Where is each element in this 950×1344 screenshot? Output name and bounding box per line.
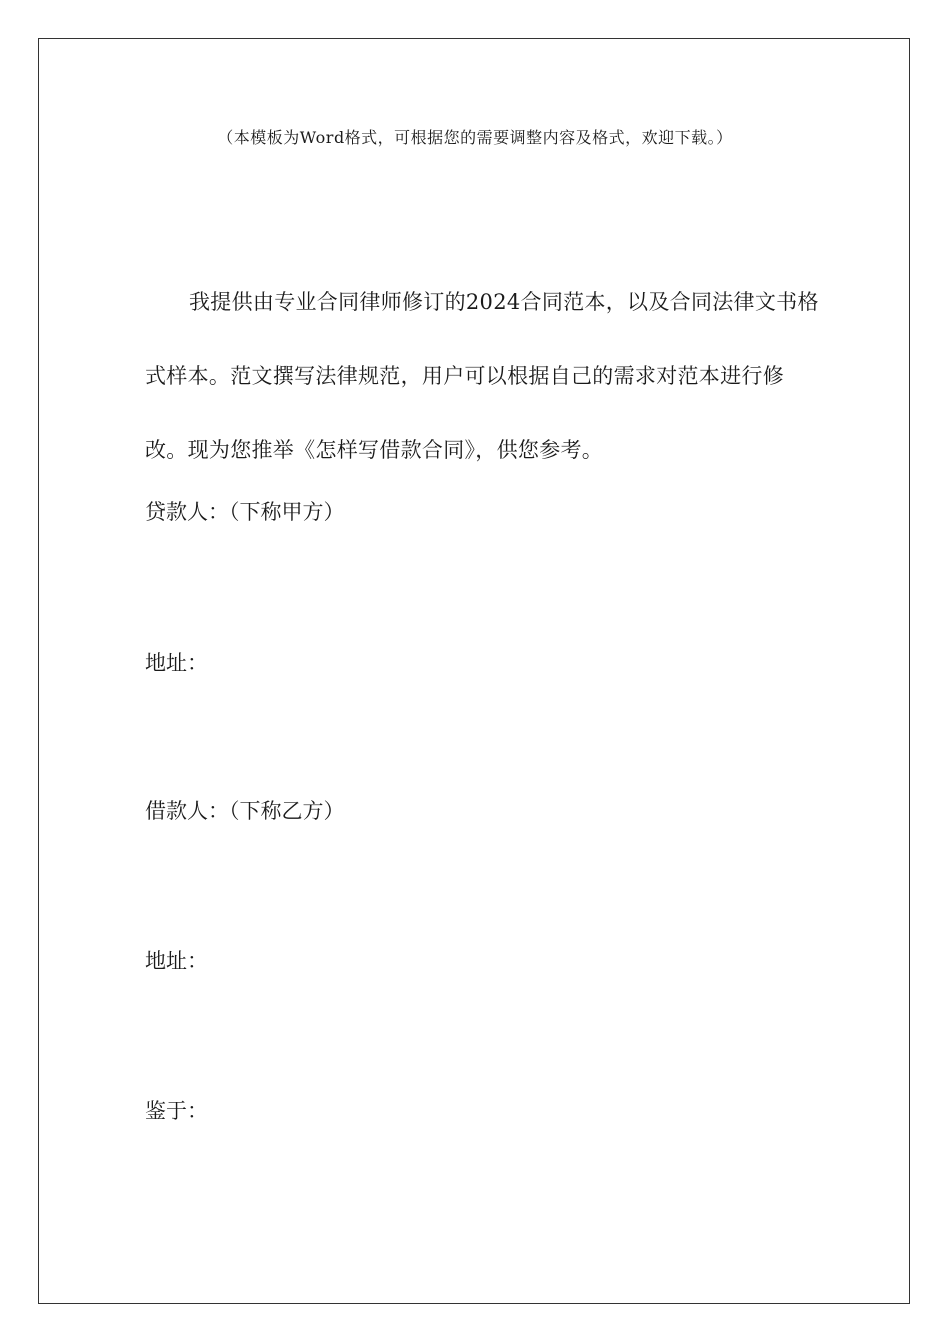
lender-address-line: 地址： — [145, 651, 208, 675]
template-notice: （本模板为Word格式，可根据您的需要调整内容及格式，欢迎下载。） — [217, 128, 733, 147]
lender-line: 贷款人：（下称甲方） — [145, 500, 345, 524]
intro-paragraph: 我提供由专业合同律师修订的2024合同范本，以及合同法律文书格式样本。范文撰写法律规范，用户可以根据自己的需求对范本进行修改。现为您推举《怎样写借款合同》，供您参考。 — [145, 290, 819, 462]
borrower-line: 借款人：（下称乙方） — [145, 799, 345, 823]
whereas-line: 鉴于： — [145, 1099, 208, 1123]
borrower-address-line: 地址： — [145, 949, 208, 973]
